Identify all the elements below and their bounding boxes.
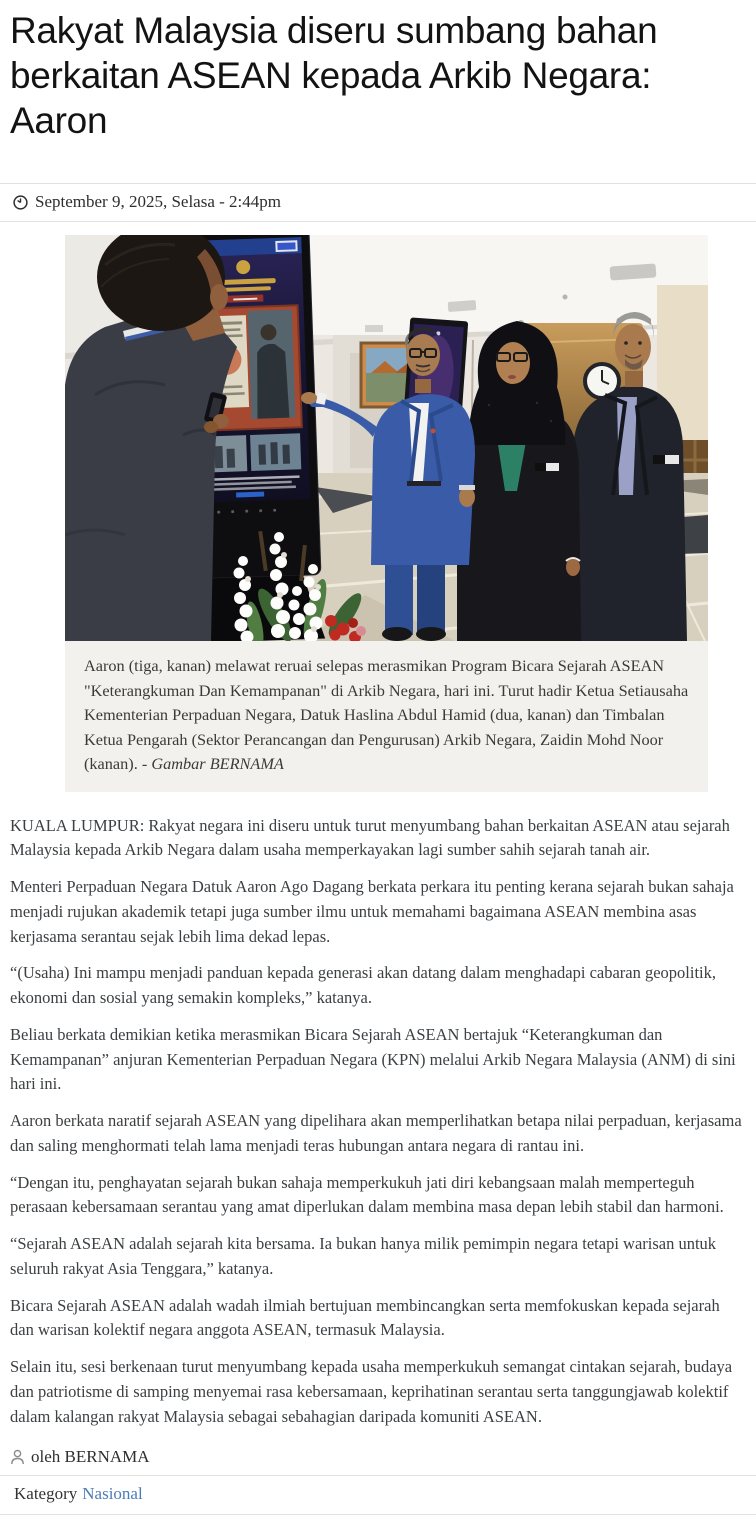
article-body [10, 814, 746, 1430]
divider [0, 221, 756, 222]
paragraph: Beliau berkata demikian ketika merasmikan Bicara Sejarah ASEAN bertajuk “Keterangkuman dan Kemampanan” anjuran Kementerian Perpaduan Negara (KPN) melalui Arkib Negara Malaysia (ANM) di sini hari ini. [10, 1024, 736, 1094]
publish-date: September 9, 2025, Selasa - 2:44pm [35, 192, 281, 212]
category-label: Kategory [14, 1484, 78, 1504]
article-page [0, 8, 756, 1515]
paragraph: Selain itu, sesi berkenaan turut menyumbang kepada usaha memperkukuh semangat cintakan sejarah, budaya dan patriotisme di samping menyemai rasa kebersamaan, keprihatinan serantau serta tanggungjawab kolektif dalam kalangan rakyat Malaysia sebagai sebahagian daripada komuniti ASEAN. [10, 1357, 733, 1426]
author-label: oleh BERNAMA [31, 1447, 150, 1467]
author-row [0, 1443, 756, 1476]
photo-scene [65, 235, 708, 641]
publish-date-row [0, 184, 756, 221]
article-photo [65, 235, 708, 791]
photo-caption [65, 641, 708, 791]
photo-caption-text: Aaron (tiga, kanan) melawat reruai selepas merasmikan Program Bicara Sejarah ASEAN "Keterangkuman Dan Kemampanan" di Arkib Negara, hari ini. Turut hadir Ketua Setiausaha Kementerian Perpaduan Negara, Datuk Haslina Abdul Hamid (dua, kanan) dan Timbalan Ketua Pengarah (Sektor Perancangan dan Pengurusan) Arkib Negara, Zaidin Mohd Noor (kanan). - [84, 656, 689, 774]
person-icon [10, 1449, 25, 1465]
paragraph: “Sejarah ASEAN adalah sejarah kita bersama. Ia bukan hanya milik pemimpin negara tetapi warisan untuk seluruh rakyat Asia Tenggara,” katanya. [10, 1234, 717, 1278]
category-link[interactable]: Nasional [82, 1484, 143, 1504]
paragraph: Bicara Sejarah ASEAN adalah wadah ilmiah bertujuan membincangkan serta memfokuskan kepada sejarah dan warisan kolektif negara anggota ASEAN, termasuk Malaysia. [10, 1295, 720, 1340]
paragraph: “(Usaha) Ini mampu menjadi panduan kepada generasi akan datang dalam menghadapi cabaran geopolitik, ekonomi dan sosial yang semakin kompleks,” katanya. [10, 963, 717, 1008]
paragraph: Menteri Perpaduan Negara Datuk Aaron Ago Dagang berkata perkara itu penting kerana sejarah bukan sahaja menjadi rujukan akademik tetapi juga sumber ilmu untuk memahami bagaimana ASEAN membina asas kerjasama serantau sejak lebih lima dekad lepas. [10, 877, 734, 946]
paragraph: “Dengan itu, penghayatan sejarah bukan sahaja memperkukuh jati diri kebangsaan malah memperteguh perasaan kebersamaan serantau yang amat diperlukan dalam membina masa depan lebih stabil dan harmoni. [10, 1172, 724, 1217]
category-row [0, 1476, 756, 1515]
photo-caption-credit: Gambar BERNAMA [151, 754, 284, 774]
clock-icon [13, 195, 28, 210]
paragraph: Aaron berkata naratif sejarah ASEAN yang dipelihara akan memperlihatkan betapa nilai perpaduan, kerjasama dan saling menghormati telah lama menjadi teras hubungan antara negara di rantau ini. [10, 1111, 742, 1155]
paragraph: KUALA LUMPUR: Rakyat negara ini diseru untuk turut menyumbang bahan berkaitan ASEAN atau sejarah Malaysia kepada Arkib Negara dalam usaha memperkayakan lagi sumber sahih sejarah tanah air. [10, 815, 730, 860]
page-title: Rakyat Malaysia diseru sumbang bahan berkaitan ASEAN kepada Arkib Negara: Aaron [10, 10, 658, 142]
